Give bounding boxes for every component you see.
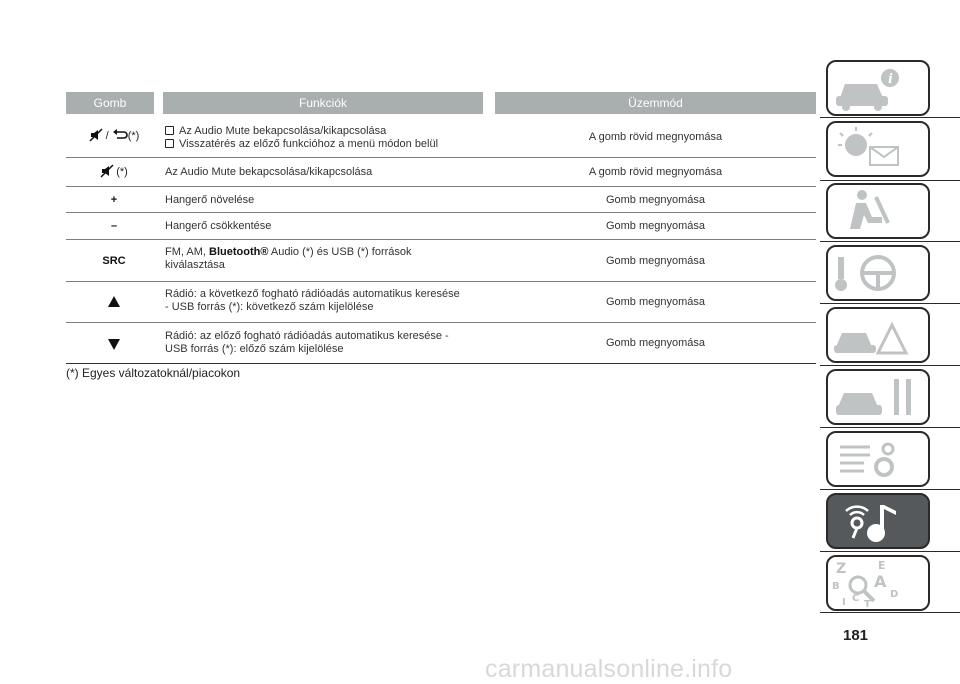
checkbox-icon — [165, 126, 174, 135]
tab-divider — [820, 180, 960, 181]
table-row-5-function: FM, AM, Bluetooth® Audio (*) és USB (*) források kiválasztása — [165, 246, 412, 271]
tab-steering-key[interactable] — [826, 245, 930, 301]
index-letter: Z — [836, 561, 847, 577]
index-icon — [828, 557, 928, 609]
tab-divider — [820, 241, 960, 242]
table-row-1-mode: A gomb rövid megnyomása — [588, 131, 723, 143]
index-letter: E — [878, 559, 886, 572]
tab-tech-data[interactable] — [826, 431, 930, 487]
tab-seat-safety[interactable] — [826, 183, 930, 239]
page-number: 181 — [843, 627, 869, 644]
tab-divider — [820, 551, 960, 552]
table-row-4-button: – — [110, 220, 118, 232]
maintenance-icon — [828, 371, 928, 423]
footnote-marker: (*) — [127, 130, 140, 142]
table-row-2-button — [66, 164, 162, 180]
table-row-6-button — [66, 294, 162, 308]
table-row-4-function: Hangerő csökkentése — [165, 220, 272, 232]
footnote: (*) Egyes változatoknál/piacokon — [66, 366, 241, 380]
index-letter: D — [890, 589, 899, 600]
tab-maintenance[interactable] — [826, 369, 930, 425]
header-uzemmod: Üzemmód — [495, 92, 816, 114]
table-bottom-line — [66, 363, 816, 364]
seat-safety-icon — [828, 185, 928, 237]
svg-text:i: i — [888, 72, 893, 87]
watermark: carmanualsonline.info — [485, 655, 733, 683]
table-row-6-function: Rádió: a következő fogható rádióadás automatikus keresése - USB forrás (*): következő szám kijelölése — [165, 288, 460, 313]
index-letter: B — [832, 581, 840, 592]
back-icon — [112, 129, 128, 144]
row-divider — [66, 157, 816, 158]
table-row-6-mode: Gomb megnyomása — [605, 296, 706, 308]
mute-icon — [100, 164, 114, 181]
table-row-2-mode: A gomb rövid megnyomása — [588, 166, 723, 178]
tab-multimedia[interactable] — [826, 493, 930, 549]
table-row-5-mode: Gomb megnyomása — [605, 255, 706, 267]
mute-icon — [89, 128, 103, 145]
tab-car-info[interactable] — [826, 60, 930, 116]
bluetooth-label: Bluetooth® — [209, 246, 269, 258]
tab-warning-lights[interactable] — [826, 121, 930, 177]
breakdown-icon — [828, 309, 928, 361]
index-letter: I — [842, 597, 846, 608]
table-row-5-button: SRC — [102, 255, 126, 267]
table-row-3-function: Hangerő növelése — [165, 194, 255, 206]
tab-breakdown[interactable] — [826, 307, 930, 363]
table-row-7-function: Rádió: az előző fogható rádióadás automatikus keresése - USB forrás (*): előző szám kijelölése — [165, 330, 449, 355]
checkbox-icon — [165, 139, 174, 148]
row-divider — [66, 186, 816, 187]
triangle-up-icon — [108, 296, 120, 307]
multimedia-icon — [828, 495, 928, 547]
tab-divider — [820, 365, 960, 366]
table-row-4-mode: Gomb megnyomása — [605, 220, 706, 232]
table-row-3-mode: Gomb megnyomása — [605, 194, 706, 206]
row-divider — [66, 322, 816, 323]
warning-lights-icon — [828, 123, 928, 175]
table-row-2-function: Az Audio Mute bekapcsolása/kikapcsolása — [165, 166, 373, 178]
table-row-1-function: Az Audio Mute bekapcsolása/kikapcsolása Visszatérés az előző funkcióhoz a menü módon belül — [165, 125, 490, 151]
index-letter: C — [852, 593, 860, 604]
index-letter: T — [864, 599, 871, 609]
table-row-7-mode: Gomb megnyomása — [605, 337, 706, 349]
tab-divider — [820, 303, 960, 304]
header-gomb: Gomb — [66, 92, 154, 114]
tab-divider — [820, 489, 960, 490]
table-row-7-button — [66, 337, 162, 351]
separator: / — [105, 130, 109, 142]
row-divider — [66, 212, 816, 213]
tech-data-icon — [828, 433, 928, 485]
steering-key-icon — [828, 247, 928, 299]
row-divider — [66, 239, 816, 240]
row-divider — [66, 281, 816, 282]
footnote-marker: (*) — [116, 166, 128, 178]
index-letter: A — [874, 572, 887, 591]
table-row-1-button — [66, 128, 162, 144]
table-row-3-button: + — [110, 194, 118, 206]
car-info-icon — [828, 62, 928, 114]
header-funkciok: Funkciók — [163, 92, 483, 114]
triangle-down-icon — [108, 339, 120, 350]
tab-divider — [820, 427, 960, 428]
tab-index[interactable] — [826, 555, 930, 611]
